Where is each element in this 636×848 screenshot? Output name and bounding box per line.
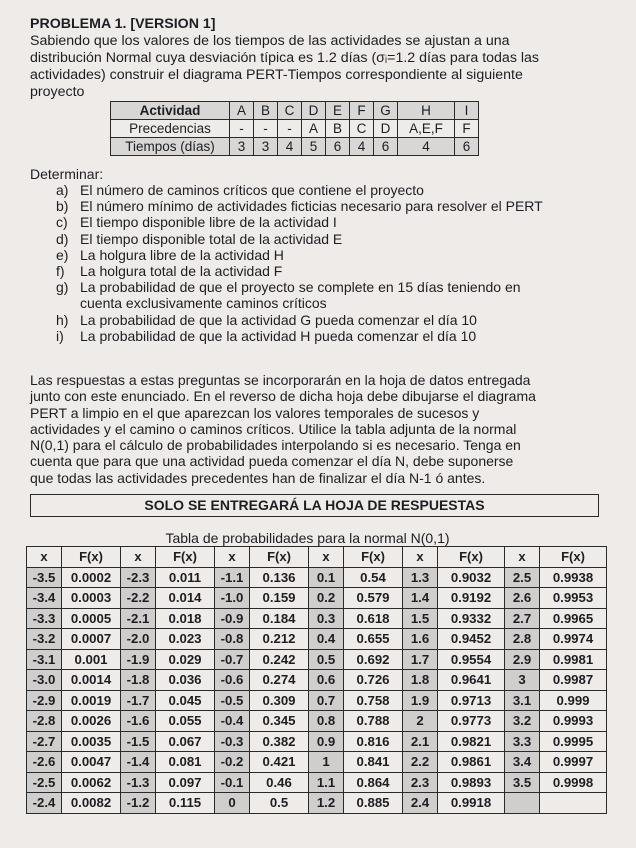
x-cell: 1.6 — [403, 629, 438, 650]
x-cell: -2.0 — [121, 629, 156, 650]
normal-table-caption: Tabla de probabilidades para la normal N(0,1) — [165, 530, 450, 546]
x-cell: 3.3 — [505, 731, 540, 752]
question-text: El número de caminos críticos que contiene el proyecto — [80, 182, 424, 198]
normal-table-row — [27, 670, 607, 691]
x-cell: -0.1 — [215, 772, 250, 793]
statement-line: actividades) construir el diagrama PERT-Tiempos correspondiente al siguiente — [30, 67, 523, 83]
fx-cell: 0.0082 — [62, 793, 121, 814]
x-cell: 0.9 — [309, 731, 344, 752]
question-item — [56, 279, 596, 311]
x-cell: -0.2 — [215, 752, 250, 773]
x-cell: 0 — [215, 793, 250, 814]
fx-cell: 0.421 — [250, 752, 309, 773]
x-cell: 1.9 — [403, 690, 438, 711]
x-cell: -2.6 — [27, 752, 62, 773]
normal-table-header — [27, 547, 607, 568]
x-cell: 2.8 — [505, 629, 540, 650]
fx-cell: 0.726 — [344, 670, 403, 691]
fx-cell: 0.018 — [156, 608, 215, 629]
normal-table — [26, 546, 607, 814]
x-header: x — [403, 547, 438, 568]
fx-cell: 0.0002 — [62, 567, 121, 588]
question-item — [56, 198, 596, 214]
fx-cell: 0.274 — [250, 670, 309, 691]
x-cell: -2.7 — [27, 731, 62, 752]
fx-cell: 0.9974 — [540, 629, 607, 650]
question-item — [56, 182, 596, 198]
x-cell: 0.6 — [309, 670, 344, 691]
x-cell: 1.2 — [309, 793, 344, 814]
normal-table-row — [27, 711, 607, 732]
fx-cell: 0.081 — [156, 752, 215, 773]
fx-cell: 0.9641 — [438, 670, 505, 691]
problem-intro — [30, 16, 590, 101]
x-cell: 1.8 — [403, 670, 438, 691]
fx-cell: 0.011 — [156, 567, 215, 588]
precedence-cell: A — [302, 120, 326, 138]
time-cell: 6 — [455, 138, 479, 156]
precedence-cell: D — [374, 120, 398, 138]
x-cell: 3 — [505, 670, 540, 691]
x-header: x — [27, 547, 62, 568]
x-cell: -1.0 — [215, 588, 250, 609]
x-cell: 1.7 — [403, 649, 438, 670]
fx-cell: 0.9821 — [438, 731, 505, 752]
x-cell: -0.8 — [215, 629, 250, 650]
question-marker: b) — [56, 198, 69, 215]
activity-cell: H — [398, 102, 455, 120]
x-cell: -0.3 — [215, 731, 250, 752]
question-text: La probabilidad de que el proyecto se complete en 15 días teniendo en — [80, 279, 521, 296]
question-text: La probabilidad de que la actividad G pueda comenzar el día 10 — [80, 311, 477, 328]
x-cell: -1.6 — [121, 711, 156, 732]
fx-cell: 0.036 — [156, 670, 215, 691]
x-cell: -0.4 — [215, 711, 250, 732]
fx-cell: 0.9713 — [438, 690, 505, 711]
x-cell: -1.2 — [121, 793, 156, 814]
fx-cell: 0.864 — [344, 772, 403, 793]
precedence-cell: A,E,F — [398, 120, 455, 138]
problem-title: PROBLEMA 1. [VERSION 1] — [30, 16, 216, 32]
x-cell — [505, 793, 540, 814]
x-cell: -3.0 — [27, 670, 62, 691]
activity-cell: C — [278, 102, 302, 120]
fx-header: F(x) — [344, 547, 403, 568]
x-cell: 3.4 — [505, 752, 540, 773]
fx-cell: 0.9332 — [438, 608, 505, 629]
fx-cell: 0.54 — [344, 567, 403, 588]
fx-cell: 0.841 — [344, 752, 403, 773]
question-marker: a) — [56, 182, 69, 198]
fx-header: F(x) — [438, 547, 505, 568]
x-cell: 1.4 — [403, 588, 438, 609]
question-marker: f) — [56, 263, 65, 280]
x-cell: -2.2 — [121, 588, 156, 609]
normal-table-row — [27, 793, 607, 814]
fx-cell: 0.023 — [156, 629, 215, 650]
row-label: Actividad — [111, 102, 230, 120]
fx-cell: 0.9938 — [540, 567, 607, 588]
time-cell: 3 — [230, 138, 254, 156]
fx-cell: 0.816 — [344, 731, 403, 752]
fx-cell: 0.045 — [156, 690, 215, 711]
fx-cell: 0.212 — [250, 629, 309, 650]
x-cell: -1.3 — [121, 772, 156, 793]
fx-cell: 0.115 — [156, 793, 215, 814]
time-cell: 4 — [278, 138, 302, 156]
x-header: x — [215, 547, 250, 568]
instructions-paragraph — [30, 372, 590, 486]
x-cell: 3.1 — [505, 690, 540, 711]
fx-cell: 0.0026 — [62, 711, 121, 732]
normal-table-row — [27, 588, 607, 609]
fx-cell: 0.0047 — [62, 752, 121, 773]
fx-cell: 0.055 — [156, 711, 215, 732]
fx-header: F(x) — [540, 547, 607, 568]
x-cell: -0.7 — [215, 649, 250, 670]
instructions-line: cuenta que para que una actividad pueda comenzar el día N, debe suponerse — [30, 453, 514, 470]
activity-table — [110, 101, 479, 156]
x-cell: -2.8 — [27, 711, 62, 732]
x-cell: 0.8 — [309, 711, 344, 732]
x-cell: -0.6 — [215, 670, 250, 691]
question-marker: i) — [56, 327, 64, 344]
fx-cell: 0.999 — [540, 690, 607, 711]
x-cell: -1.7 — [121, 690, 156, 711]
fx-cell: 0.788 — [344, 711, 403, 732]
x-cell: 1.3 — [403, 567, 438, 588]
fx-cell: 0.001 — [62, 649, 121, 670]
fx-cell: 0.014 — [156, 588, 215, 609]
x-header: x — [121, 547, 156, 568]
x-cell: 0.3 — [309, 608, 344, 629]
fx-cell: 0.0014 — [62, 670, 121, 691]
x-cell: 1.5 — [403, 608, 438, 629]
question-marker: d) — [56, 230, 69, 247]
fx-cell: 0.46 — [250, 772, 309, 793]
fx-cell: 0.136 — [250, 567, 309, 588]
row-label: Tiempos (días) — [111, 138, 230, 156]
x-cell: 0.1 — [309, 567, 344, 588]
x-cell: -2.3 — [121, 567, 156, 588]
fx-cell: 0.655 — [344, 629, 403, 650]
notice-box: SOLO SE ENTREGARÁ LA HOJA DE RESPUESTAS — [30, 494, 599, 517]
x-cell: 1 — [309, 752, 344, 773]
x-cell: 2 — [403, 711, 438, 732]
time-cell: 6 — [374, 138, 398, 156]
time-cell: 3 — [254, 138, 278, 156]
fx-cell: 0.309 — [250, 690, 309, 711]
x-cell: -2.4 — [27, 793, 62, 814]
precedence-cell: - — [278, 120, 302, 138]
x-cell: 0.4 — [309, 629, 344, 650]
x-cell: 2.9 — [505, 649, 540, 670]
time-cell: 4 — [398, 138, 455, 156]
fx-cell: 0.067 — [156, 731, 215, 752]
question-text: El número mínimo de actividades ficticias necesario para resolver el PERT — [80, 198, 543, 215]
fx-cell: 0.184 — [250, 608, 309, 629]
row-label: Precedencias — [111, 120, 230, 138]
x-cell: 0.5 — [309, 649, 344, 670]
x-cell: 2.2 — [403, 752, 438, 773]
precedence-cell: C — [350, 120, 374, 138]
statement-line: distribución Normal cuya desviación típica es 1.2 días (σᵢ=1.2 días para todas las — [30, 50, 539, 66]
fx-cell: 0.5 — [250, 793, 309, 814]
x-cell: 0.2 — [309, 588, 344, 609]
normal-table-row — [27, 690, 607, 711]
activity-cell: B — [254, 102, 278, 120]
x-cell: 2.6 — [505, 588, 540, 609]
normal-table-row — [27, 608, 607, 629]
normal-table-row — [27, 772, 607, 793]
precedence-row — [111, 120, 479, 138]
x-header: x — [309, 547, 344, 568]
fx-cell: 0.9987 — [540, 670, 607, 691]
x-cell: -1.1 — [215, 567, 250, 588]
x-cell: -1.8 — [121, 670, 156, 691]
activity-cell: D — [302, 102, 326, 120]
fx-cell: 0.9773 — [438, 711, 505, 732]
x-cell: -0.9 — [215, 608, 250, 629]
fx-cell: 0.382 — [250, 731, 309, 752]
fx-cell: 0.9998 — [540, 772, 607, 793]
x-cell: -1.4 — [121, 752, 156, 773]
fx-cell: 0.9993 — [540, 711, 607, 732]
fx-cell: 0.9918 — [438, 793, 505, 814]
question-marker: c) — [56, 214, 68, 231]
fx-cell: 0.0003 — [62, 588, 121, 609]
question-item — [56, 328, 596, 344]
fx-cell: 0.9032 — [438, 567, 505, 588]
question-item — [56, 312, 596, 328]
time-cell: 6 — [326, 138, 350, 156]
fx-cell: 0.242 — [250, 649, 309, 670]
time-cell: 4 — [350, 138, 374, 156]
fx-cell: 0.9997 — [540, 752, 607, 773]
fx-header: F(x) — [62, 547, 121, 568]
normal-table-body — [27, 567, 607, 813]
x-cell: -2.5 — [27, 772, 62, 793]
fx-cell: 0.9893 — [438, 772, 505, 793]
fx-cell: 0.9554 — [438, 649, 505, 670]
x-cell: 2.4 — [403, 793, 438, 814]
x-cell: 2.7 — [505, 608, 540, 629]
x-cell: -3.3 — [27, 608, 62, 629]
question-item — [56, 263, 596, 279]
x-cell: -2.1 — [121, 608, 156, 629]
question-marker: e) — [56, 246, 69, 263]
normal-table-row — [27, 629, 607, 650]
fx-cell: 0.9995 — [540, 731, 607, 752]
fx-cell: 0.9965 — [540, 608, 607, 629]
fx-cell: 0.9192 — [438, 588, 505, 609]
normal-table-row — [27, 752, 607, 773]
fx-cell — [540, 793, 607, 814]
x-cell: -3.2 — [27, 629, 62, 650]
fx-cell: 0.0007 — [62, 629, 121, 650]
x-cell: 2.1 — [403, 731, 438, 752]
instructions-line: que todas las actividades precedentes han de finalizar el día N-1 ó antes. — [30, 469, 486, 486]
fx-cell: 0.9981 — [540, 649, 607, 670]
activity-cell: G — [374, 102, 398, 120]
activity-cell: I — [455, 102, 479, 120]
x-cell: -1.9 — [121, 649, 156, 670]
x-cell: 3.5 — [505, 772, 540, 793]
fx-cell: 0.0035 — [62, 731, 121, 752]
precedence-cell: F — [455, 120, 479, 138]
x-header: x — [505, 547, 540, 568]
instructions-line: actividades y el camino o caminos críticos. Utilice la tabla adjunta de la normal — [30, 420, 517, 437]
x-cell: 3.2 — [505, 711, 540, 732]
fx-cell: 0.9452 — [438, 629, 505, 650]
instructions-line: PERT a limpio en el que aparezcan los valores temporales de sucesos y — [30, 404, 480, 421]
fx-cell: 0.159 — [250, 588, 309, 609]
normal-table-row — [27, 567, 607, 588]
fx-cell: 0.029 — [156, 649, 215, 670]
precedence-cell: - — [254, 120, 278, 138]
x-cell: 2.5 — [505, 567, 540, 588]
question-item — [56, 247, 596, 263]
time-row — [111, 138, 479, 156]
activity-cell: E — [326, 102, 350, 120]
fx-cell: 0.0019 — [62, 690, 121, 711]
time-cell: 5 — [302, 138, 326, 156]
precedence-cell: - — [230, 120, 254, 138]
fx-cell: 0.345 — [250, 711, 309, 732]
question-item — [56, 214, 596, 230]
question-text: El tiempo disponible libre de la actividad I — [80, 214, 337, 231]
question-marker: g) — [56, 279, 69, 296]
statement-line: Sabiendo que los valores de los tiempos de las actividades se ajustan a una — [30, 33, 510, 49]
fx-cell: 0.579 — [344, 588, 403, 609]
fx-cell: 0.0062 — [62, 772, 121, 793]
fx-cell: 0.885 — [344, 793, 403, 814]
activity-cell: F — [350, 102, 374, 120]
fx-cell: 0.097 — [156, 772, 215, 793]
question-text: La holgura libre de la actividad H — [80, 246, 284, 263]
activity-cell: A — [230, 102, 254, 120]
normal-table-row — [27, 731, 607, 752]
determinar-label: Determinar: — [30, 166, 104, 182]
precedence-cell: B — [326, 120, 350, 138]
x-cell: -3.5 — [27, 567, 62, 588]
question-list — [56, 182, 596, 344]
fx-header: F(x) — [250, 547, 309, 568]
question-text: El tiempo disponible total de la actividad E — [80, 230, 343, 247]
fx-cell: 0.758 — [344, 690, 403, 711]
question-text: La probabilidad de que la actividad H pueda comenzar el día 10 — [80, 327, 477, 344]
question-marker: h) — [56, 311, 69, 328]
x-cell: -0.5 — [215, 690, 250, 711]
x-cell: 0.7 — [309, 690, 344, 711]
x-cell: -1.5 — [121, 731, 156, 752]
fx-header: F(x) — [156, 547, 215, 568]
statement-line: proyecto — [30, 84, 85, 100]
normal-table-row — [27, 649, 607, 670]
x-cell: 2.3 — [403, 772, 438, 793]
instructions-line: junto con este enunciado. En el reverso de dicha hoja debe dibujarse el diagrama — [30, 388, 536, 405]
fx-cell: 0.9953 — [540, 588, 607, 609]
fx-cell: 0.692 — [344, 649, 403, 670]
x-cell: -3.1 — [27, 649, 62, 670]
activity-row — [111, 102, 479, 120]
instructions-line: N(0,1) para el cálculo de probabilidades interpolando si es necesario. Tenga en — [30, 437, 521, 454]
question-text-continued: cuenta exclusivamente caminos críticos — [80, 295, 327, 312]
question-text: La holgura total de la actividad F — [80, 263, 283, 280]
instructions-line: Las respuestas a estas preguntas se incorporarán en la hoja de datos entregada — [30, 372, 531, 388]
x-cell: 1.1 — [309, 772, 344, 793]
x-cell: -3.4 — [27, 588, 62, 609]
question-item — [56, 231, 596, 247]
fx-cell: 0.9861 — [438, 752, 505, 773]
fx-cell: 0.618 — [344, 608, 403, 629]
fx-cell: 0.0005 — [62, 608, 121, 629]
x-cell: -2.9 — [27, 690, 62, 711]
